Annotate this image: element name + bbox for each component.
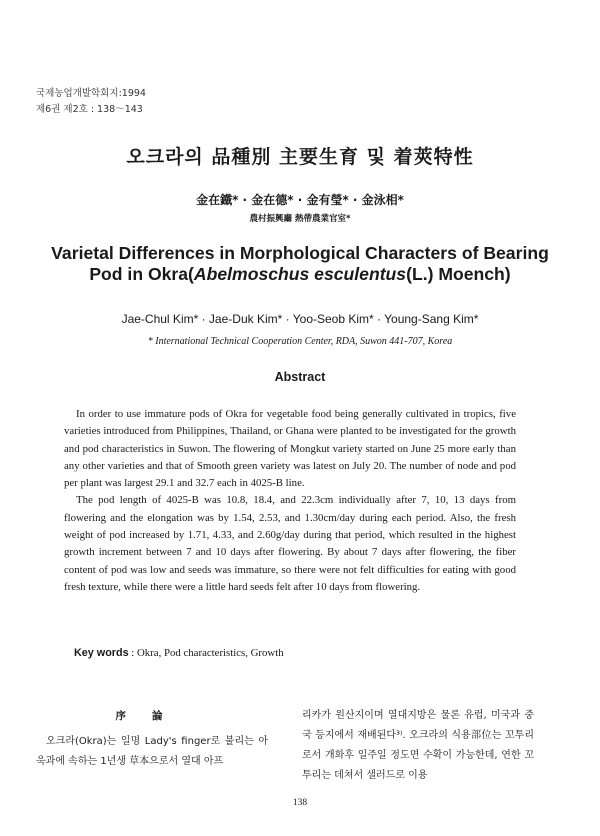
scientific-name: Abelmoschus esculentus xyxy=(193,264,407,284)
journal-header xyxy=(36,86,146,118)
intro-right-column xyxy=(302,706,534,786)
page-number: 138 xyxy=(292,798,308,808)
journal-volume: 제6권 제2호 : 138～143 xyxy=(36,104,143,115)
english-affiliation: * International Technical Cooperation Center, RDA, Suwon 441-707, Korea xyxy=(147,336,453,347)
english-title-prefix: Pod in Okra( xyxy=(89,264,194,284)
english-title xyxy=(0,243,600,285)
abstract-paragraph-1: In order to use immature pods of Okra for vegetable food being generally cultivated in tropics, five varieties introduced from Philippines, Thailand, or Ghana were planted to be investigated for the growth and pod characteristics in Suwon. The flowering of Mongkut variety started on June 25 more early than any other varieties and that of Smooth green variety was latest on July 20. The number of node and pod per plant was largest 29.1 and 32.7 each in 4025-B line. xyxy=(64,408,516,490)
abstract-paragraph-2: The pod length of 4025-B was 10.8, 18.4, and 22.3cm individually after 7, 10, 13 days from flowering and the elongation was by 1.54, 2.53, and 1.30cm/day during each period. Also, the fresh weight of pod increased by 1.71, 4.33, and 2.60g/day during that period, which resulted in the highest growth increment between 7 and 10 days after flowering. By about 7 days after flowering, the fiber content of pod was low and seeds was immature, so there were not felt difficulties for eating with good fresh texture, while there were a little hard seeds felt after 10 days from flowering. xyxy=(64,494,516,593)
journal-name: 국제농업개발학회지:1994 xyxy=(36,88,146,99)
korean-title: 오크라의 品種別 主要生育 및 着莢特性 xyxy=(126,146,474,168)
english-authors: Jae-Chul Kim* · Jae-Duk Kim* · Yoo-Seob Kim* · Young-Sang Kim* xyxy=(121,312,479,326)
korean-affiliation: 農村振興廳 熱帶農業官室* xyxy=(249,214,351,224)
keywords-text: : Okra, Pod characteristics, Growth xyxy=(128,647,284,659)
english-title-line2 xyxy=(0,264,600,285)
korean-authors: 金在鐵* · 金在德* · 金有瑩* · 金泳相* xyxy=(196,193,404,207)
intro-right-text: 리카가 원산지이며 열대지방은 물론 유럽, 미국과 중국 등지에서 재배된다³⁾. 오크라의 식용部位는 꼬투리로서 개화후 일주일 정도면 수확이 가능한데, 연한 꼬투리는 데쳐서 샐러드로 이용 xyxy=(302,710,534,781)
english-title-line1: Varietal Differences in Morphological Characters of Bearing xyxy=(51,243,549,263)
intro-left-column xyxy=(36,706,268,772)
keywords xyxy=(74,647,284,659)
intro-heading: 序論 xyxy=(115,710,189,722)
abstract-heading: Abstract xyxy=(274,370,326,384)
abstract-body xyxy=(64,406,516,596)
intro-left-text: 오크라(Okra)는 일명 Lady's finger로 불리는 아욱과에 속하는 1년생 草本으로서 열대 아프 xyxy=(36,736,268,767)
english-title-suffix: (L.) Moench) xyxy=(406,264,511,284)
keywords-label: Key words xyxy=(74,647,129,659)
